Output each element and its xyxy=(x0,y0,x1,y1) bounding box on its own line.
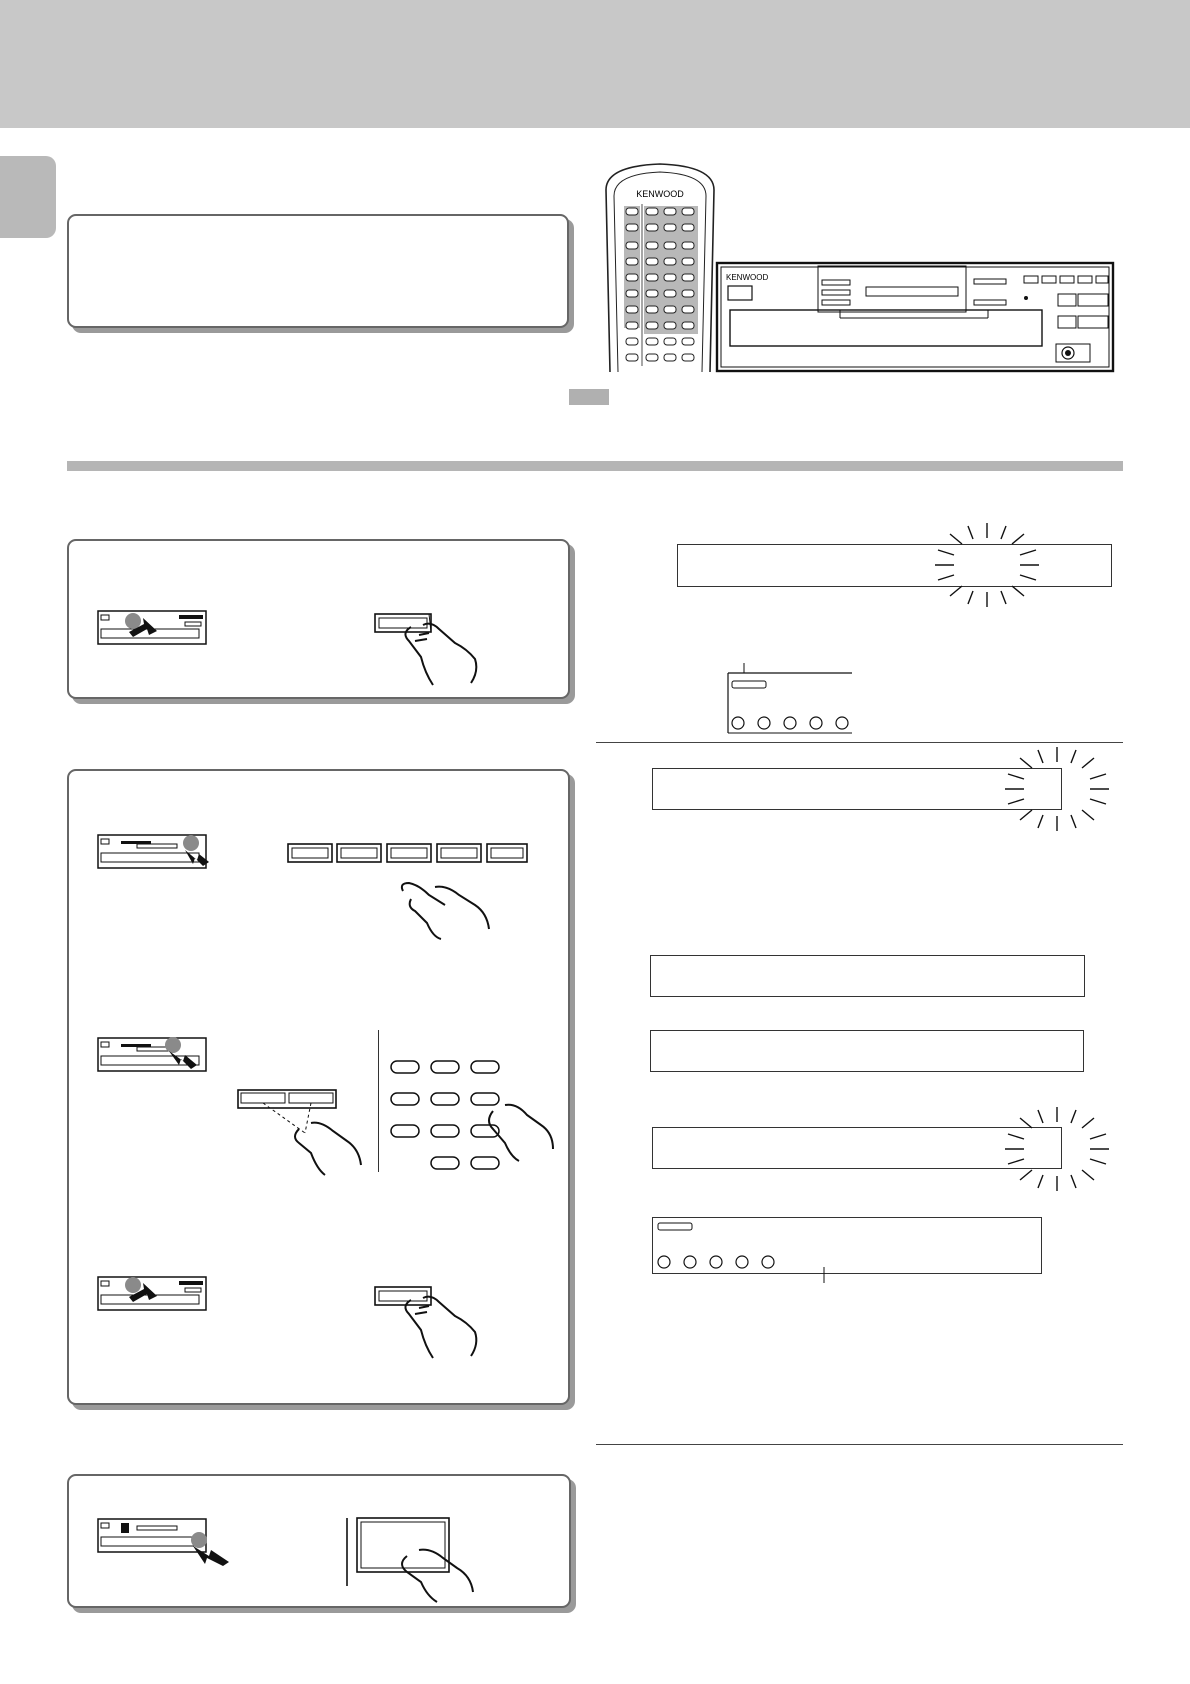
section-divider xyxy=(67,461,1123,471)
note-label-chip xyxy=(569,389,609,405)
button-press-illustration xyxy=(347,1516,487,1606)
intro-callout-box xyxy=(67,214,569,328)
keypad-separator xyxy=(378,1030,379,1172)
button-press-illustration xyxy=(375,1284,495,1364)
column-rule-2 xyxy=(596,1444,1123,1445)
display-panel-1 xyxy=(677,544,1112,587)
step-box-1 xyxy=(67,539,570,699)
player-thumbnail xyxy=(97,834,209,870)
cd-player-illustration xyxy=(716,262,1114,372)
remote-logo: KENWOOD xyxy=(636,189,684,199)
display-status-indicators xyxy=(652,1217,1042,1287)
button-press-illustration xyxy=(375,611,495,691)
highlight-dot xyxy=(165,1037,181,1053)
header-band xyxy=(0,0,1190,128)
remote-control-illustration xyxy=(600,160,720,372)
step-box-2 xyxy=(67,769,570,1405)
disc-select-buttons xyxy=(287,843,527,865)
player-thumbnail xyxy=(97,1276,209,1312)
hand-pointer-icon xyxy=(405,624,476,685)
blinking-rays-icon xyxy=(1002,1104,1112,1194)
section-tab xyxy=(0,156,56,238)
hand-pointer-icon xyxy=(405,1297,476,1358)
hand-pointer-icon xyxy=(399,879,495,943)
skip-buttons-illustration xyxy=(237,1089,377,1179)
numeric-keypad-illustration xyxy=(389,1059,569,1181)
blinking-rays-icon xyxy=(932,520,1042,610)
column-rule-1 xyxy=(596,742,1123,743)
highlight-dot xyxy=(183,835,199,851)
display-panel-5 xyxy=(652,1127,1062,1169)
player-thumbnail xyxy=(97,1037,209,1073)
player-thumbnail xyxy=(97,1518,237,1566)
display-panel-4 xyxy=(650,1030,1084,1072)
display-panel-3 xyxy=(650,955,1085,997)
highlight-dot xyxy=(125,613,141,629)
player-logo: KENWOOD xyxy=(726,273,769,282)
player-thumbnail xyxy=(97,610,207,645)
display-panel-2 xyxy=(652,768,1062,810)
blinking-rays-icon xyxy=(1002,744,1112,834)
highlight-dot xyxy=(191,1532,207,1548)
hand-pointer-icon xyxy=(295,1123,361,1175)
step-box-3 xyxy=(67,1474,571,1608)
highlight-dot xyxy=(125,1277,141,1293)
display-status-indicators xyxy=(726,661,854,733)
